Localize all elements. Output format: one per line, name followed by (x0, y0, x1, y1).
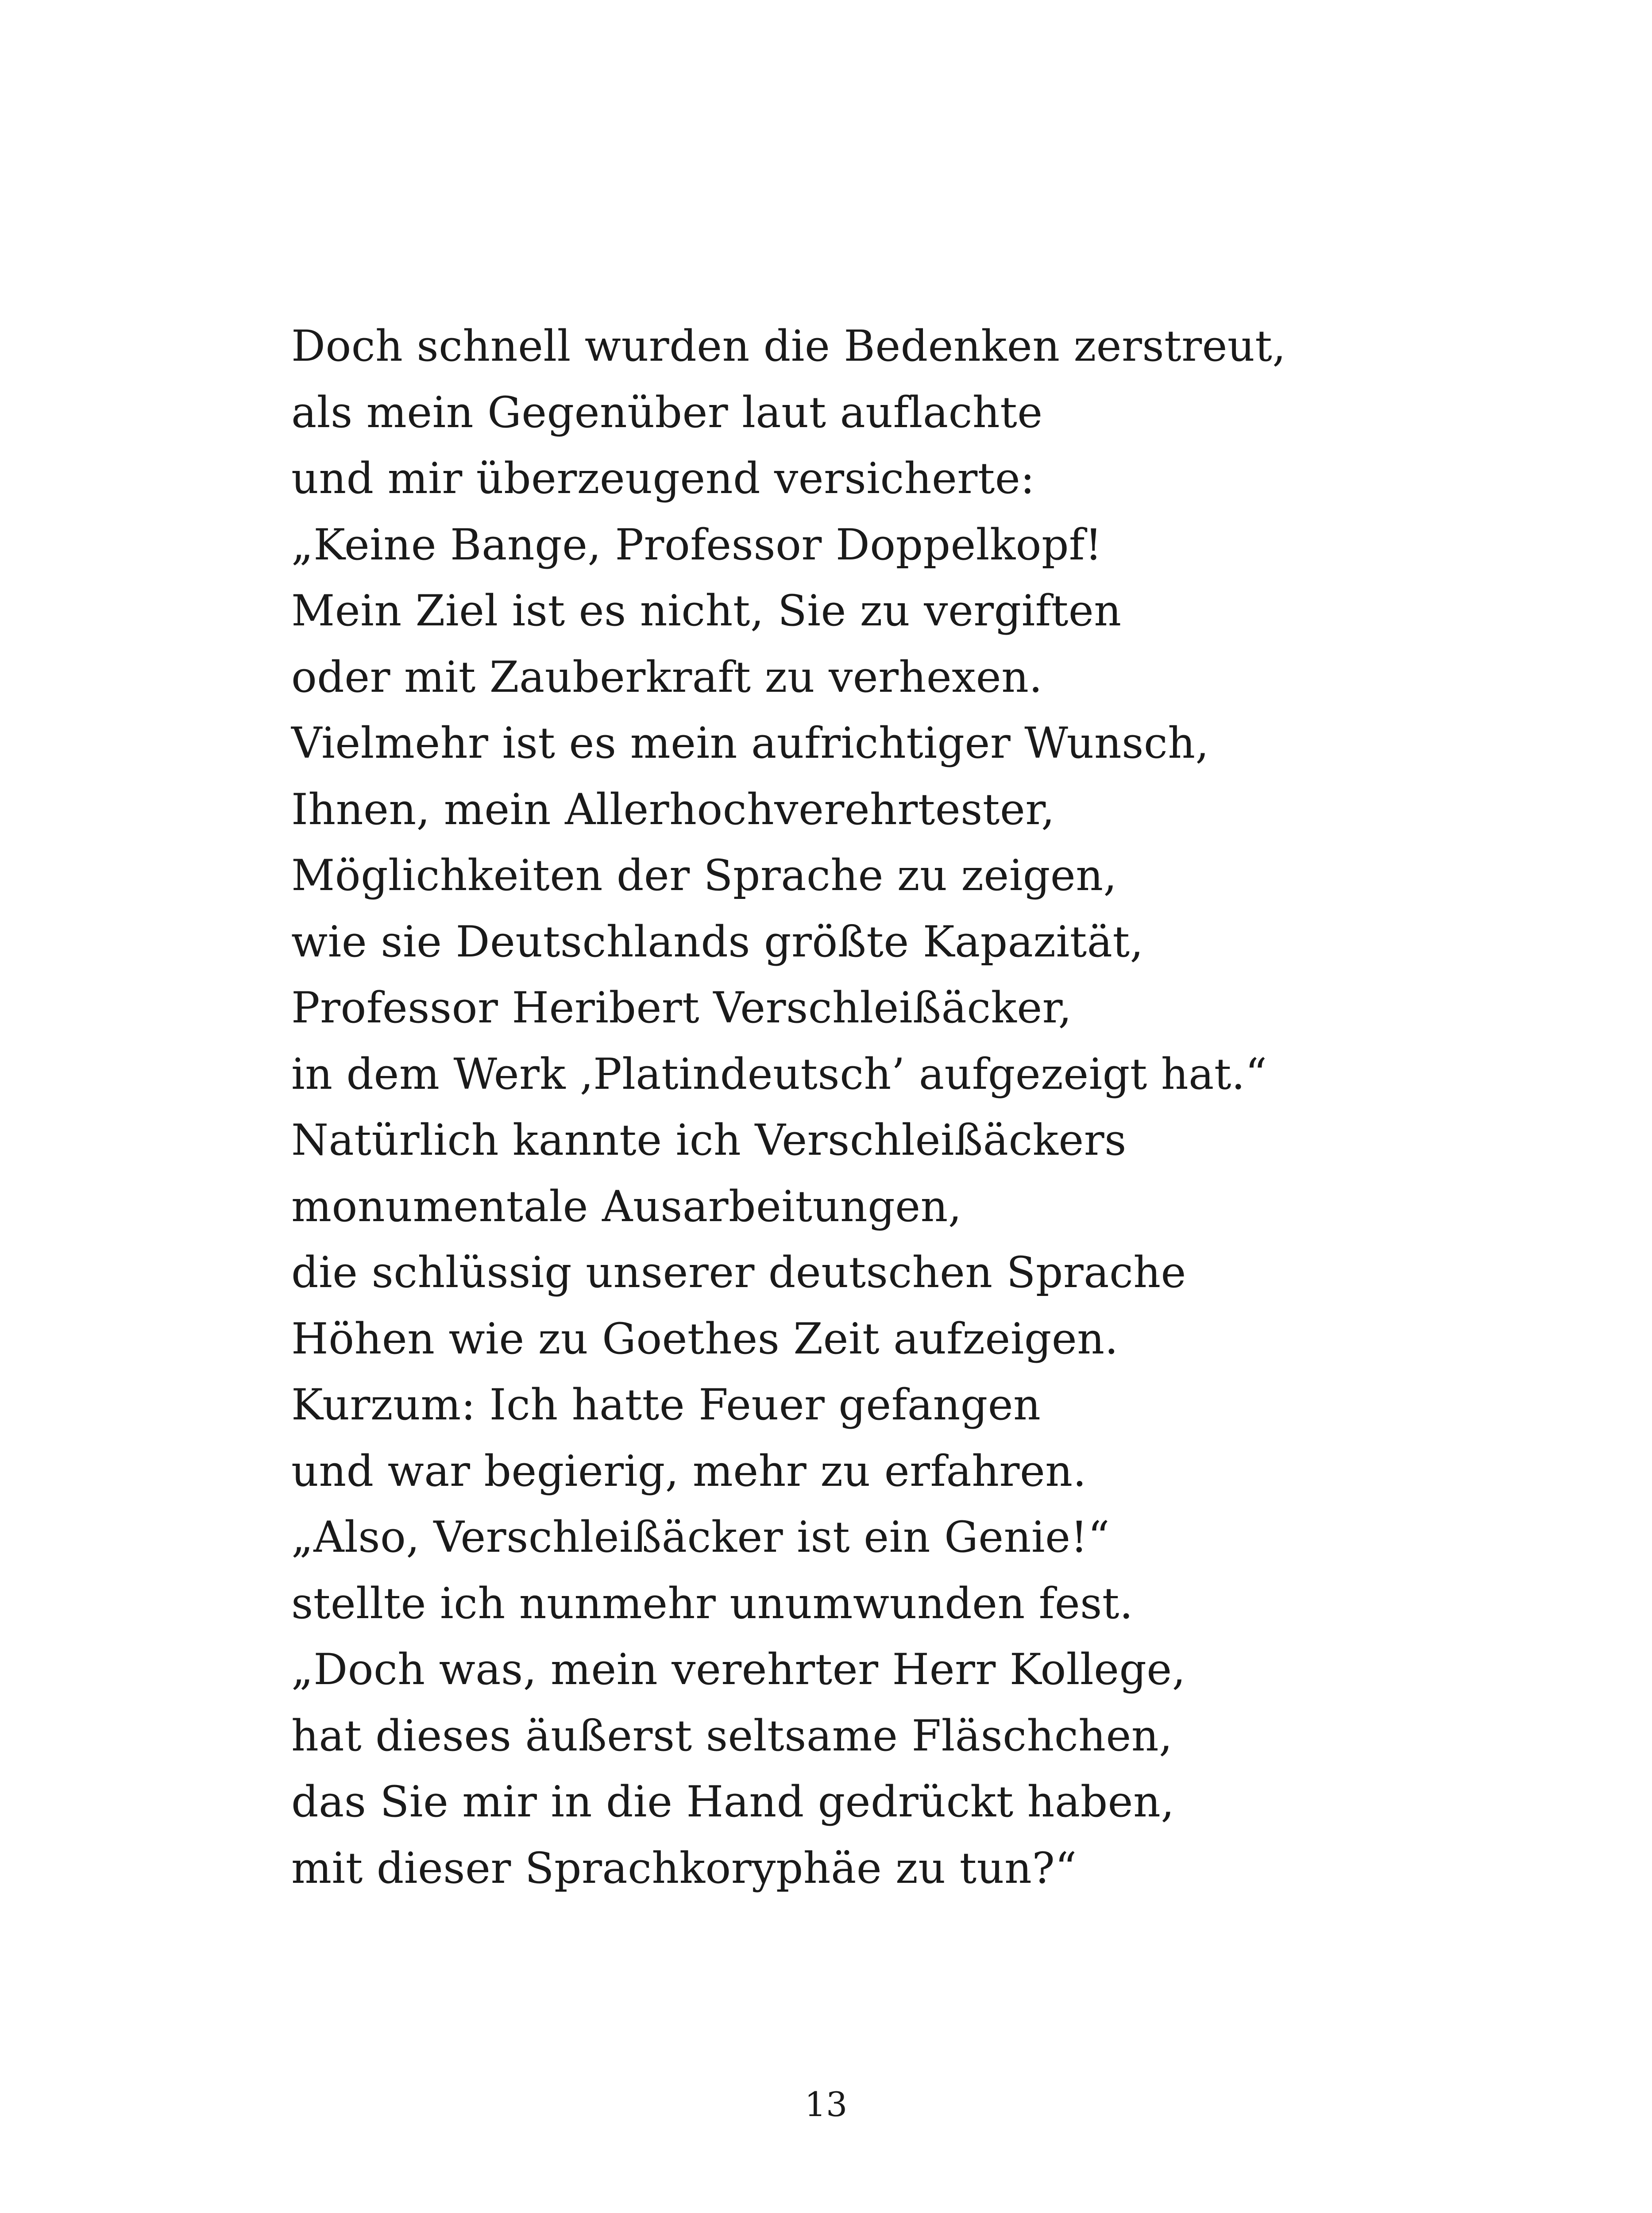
text-line: hat dieses äußerst seltsame Fläschchen, (291, 1711, 1173, 1761)
text-line: und mir überzeugend versicherte: (291, 454, 1035, 503)
poem-text (291, 313, 1575, 1901)
text-line: die schlüssig unserer deutschen Sprache (291, 1248, 1186, 1297)
text-line: als mein Gegenüber laut auflachte (291, 387, 1043, 437)
text-line: „Keine Bange, Professor Doppelkopf! (291, 520, 1103, 570)
text-line: Vielmehr ist es mein aufrichtiger Wunsch, (291, 718, 1209, 768)
text-line: das Sie mir in die Hand gedrückt haben, (291, 1777, 1175, 1827)
text-line: Natürlich kannte ich Verschleißäckers (291, 1115, 1127, 1165)
text-line: Doch schnell wurden die Bedenken zerstreut, (291, 321, 1286, 371)
text-line: „Also, Verschleißäcker ist ein Genie!“ (291, 1512, 1110, 1562)
text-line: Mein Ziel ist es nicht, Sie zu vergiften (291, 586, 1122, 636)
text-line: Professor Heribert Verschleißäcker, (291, 983, 1072, 1033)
text-line: in dem Werk ‚Platindeutsch’ aufgezeigt hat.“ (291, 1049, 1267, 1099)
text-line: mit dieser Sprachkoryphäe zu tun?“ (291, 1843, 1077, 1893)
text-line: stellte ich nunmehr unumwunden fest. (291, 1578, 1133, 1628)
text-line: Möglichkeiten der Sprache zu zeigen, (291, 851, 1117, 900)
text-line: wie sie Deutschlands größte Kapazität, (291, 917, 1144, 967)
text-line: monumentale Ausarbeitungen, (291, 1181, 962, 1231)
page-number: 13 (804, 2085, 848, 2124)
text-line: und war begierig, mehr zu erfahren. (291, 1446, 1087, 1496)
text-line: Höhen wie zu Goethes Zeit aufzeigen. (291, 1314, 1119, 1364)
text-line: „Doch was, mein verehrter Herr Kollege, (291, 1645, 1186, 1694)
text-line: Ihnen, mein Allerhochverehrtester, (291, 784, 1055, 834)
text-line: oder mit Zauberkraft zu verhexen. (291, 652, 1043, 702)
text-line: Kurzum: Ich hatte Feuer gefangen (291, 1380, 1041, 1430)
